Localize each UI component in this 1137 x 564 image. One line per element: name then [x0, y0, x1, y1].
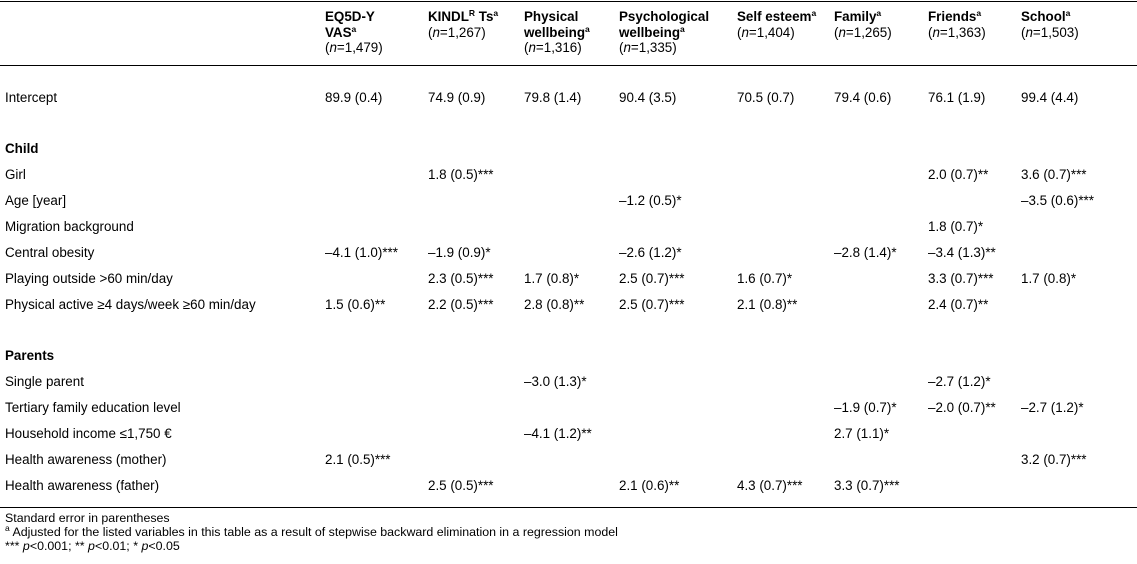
table-cell: 2.5 (0.5)***	[428, 478, 494, 493]
footnote-marker: a	[811, 8, 817, 18]
footnote-marker: a	[976, 8, 982, 18]
table-cell: 2.1 (0.6)**	[619, 478, 680, 493]
section-header-row	[0, 141, 1137, 157]
table-cell: 3.3 (0.7)***	[928, 271, 994, 286]
sample-size-value: =1,479	[336, 40, 379, 55]
footnote-text: <0.01; *	[94, 539, 142, 553]
table-cell: –2.6 (1.2)*	[619, 245, 682, 260]
footnote-marker: a	[585, 23, 590, 34]
table-cell: –3.5 (0.6)***	[1021, 193, 1094, 208]
sample-size-value: =1,363	[939, 24, 982, 40]
row-label: Health awareness (father)	[5, 478, 160, 493]
column-sample-size: (n=1,363)	[928, 24, 986, 40]
column-title	[737, 9, 816, 24]
table-cell: 76.1 (1.9)	[928, 90, 986, 105]
column-header	[428, 9, 498, 40]
column-title-line: School	[1021, 9, 1066, 24]
footnote-significance	[5, 540, 180, 553]
table-cell: –4.1 (1.0)***	[325, 245, 398, 260]
table-cell: 70.5 (0.7)	[737, 90, 795, 105]
table-header-rule	[0, 65, 1137, 66]
table-row	[0, 245, 1137, 261]
row-label: Central obesity	[5, 245, 95, 260]
column-title	[428, 9, 498, 24]
column-sample-size: (n=1,404)	[737, 24, 795, 40]
section-label: Child	[5, 141, 39, 156]
sample-size-symbol: n	[432, 24, 440, 40]
table-cell: 2.8 (0.8)**	[524, 297, 585, 312]
table-cell: 2.0 (0.7)**	[928, 167, 989, 182]
sample-size-symbol: n	[741, 24, 749, 40]
column-title	[1021, 9, 1070, 24]
column-title-line: wellbeing	[619, 24, 681, 40]
table-row	[0, 90, 1137, 106]
table-cell: 2.4 (0.7)**	[928, 297, 989, 312]
footnote-text: ***	[5, 539, 23, 553]
footnote-marker: a	[5, 523, 10, 533]
p-value-symbol: p	[141, 539, 149, 553]
table-cell: 3.3 (0.7)***	[834, 478, 900, 493]
footnote-adjusted	[5, 523, 618, 539]
footnote-standard-error: Standard error in parentheses	[5, 511, 170, 525]
table-cell: 74.9 (0.9)	[428, 90, 486, 105]
footnote-marker: a	[351, 23, 357, 34]
column-header	[325, 9, 383, 56]
table-cell: 2.2 (0.5)***	[428, 297, 494, 312]
column-title	[524, 9, 590, 40]
footnote-text: <0.001; **	[29, 539, 89, 553]
sample-size-value: =1,503	[1032, 24, 1075, 40]
table-cell: 2.3 (0.5)***	[428, 271, 494, 286]
table-cell: 90.4 (3.5)	[619, 90, 677, 105]
column-header	[737, 9, 816, 40]
column-title	[619, 9, 709, 40]
table-cell: 1.8 (0.7)*	[928, 219, 984, 234]
table-cell: –1.2 (0.5)*	[619, 193, 682, 208]
table-cell: –1.9 (0.7)*	[834, 400, 897, 415]
table-top-rule	[0, 1, 1137, 2]
table-row	[0, 452, 1137, 468]
table-cell: –4.1 (1.2)**	[524, 426, 592, 441]
column-header	[928, 9, 986, 40]
table-row	[0, 478, 1137, 494]
section-header-row	[0, 348, 1137, 364]
column-title	[325, 9, 375, 40]
footnote-marker: a	[680, 23, 685, 34]
sample-size-symbol: n	[528, 40, 536, 55]
footnote-marker: a	[493, 8, 499, 18]
row-label: Single parent	[5, 374, 84, 389]
table-cell: –2.0 (0.7)**	[928, 400, 996, 415]
row-label: Playing outside >60 min/day	[5, 271, 173, 286]
column-sample-size: (n=1,316)	[524, 40, 582, 55]
table-cell: –3.0 (1.3)*	[524, 374, 587, 389]
sample-size-symbol: n	[1025, 24, 1033, 40]
column-title-line: EQ5D-Y	[325, 9, 375, 24]
table-row	[0, 426, 1137, 442]
table-cell: 89.9 (0.4)	[325, 90, 383, 105]
sample-size-value: =1,316	[535, 40, 578, 55]
row-label: Intercept	[5, 90, 58, 105]
column-title-line: VAS	[325, 24, 352, 40]
column-title-superscript: R	[468, 8, 476, 18]
table-row	[0, 374, 1137, 390]
table-cell: 99.4 (4.4)	[1021, 90, 1079, 105]
column-header	[834, 9, 892, 40]
column-title-tail: Ts	[475, 9, 494, 24]
row-label: Girl	[5, 167, 26, 182]
table-bottom-rule	[0, 507, 1137, 508]
row-label: Household income ≤1,750 €	[5, 426, 172, 441]
table-cell: 4.3 (0.7)***	[737, 478, 803, 493]
sample-size-symbol: n	[932, 24, 940, 40]
sample-size-symbol: n	[329, 40, 337, 55]
table-cell: 1.7 (0.8)*	[524, 271, 580, 286]
sample-size-value: =1,267	[439, 24, 482, 40]
column-sample-size: (n=1,479)	[325, 40, 383, 55]
row-label: Health awareness (mother)	[5, 452, 167, 467]
column-header	[1021, 9, 1079, 40]
footnote-text: <0.05	[148, 539, 180, 553]
footnote-adjusted-text: Adjusted for the listed variables in this table as a result of stepwise backward elimination in a regression model	[9, 525, 618, 539]
column-title	[834, 9, 881, 24]
p-value-symbol: p	[22, 539, 30, 553]
table-row	[0, 167, 1137, 183]
sample-size-value: =1,404	[748, 24, 791, 40]
table-row	[0, 193, 1137, 209]
table-row	[0, 297, 1137, 313]
column-title-line: wellbeing	[524, 24, 586, 40]
row-label: Age [year]	[5, 193, 67, 208]
table-cell: –2.7 (1.2)*	[1021, 400, 1084, 415]
table-row	[0, 400, 1137, 416]
column-header	[619, 9, 709, 56]
table-cell: 2.7 (1.1)*	[834, 426, 890, 441]
table-cell: 3.2 (0.7)***	[1021, 452, 1087, 467]
row-label: Migration background	[5, 219, 134, 234]
section-label: Parents	[5, 348, 55, 363]
column-title-line: Family	[834, 9, 877, 24]
sample-size-value: =1,335	[630, 40, 673, 55]
footnote-marker: a	[1065, 8, 1071, 18]
table-cell: 1.7 (0.8)*	[1021, 271, 1077, 286]
column-sample-size: (n=1,503)	[1021, 24, 1079, 40]
sample-size-symbol: n	[838, 24, 846, 40]
table-cell: 2.1 (0.8)**	[737, 297, 798, 312]
table-cell: 1.6 (0.7)*	[737, 271, 793, 286]
table-cell: –2.7 (1.2)*	[928, 374, 991, 389]
column-title-line: KINDL	[428, 9, 469, 24]
table-cell: –1.9 (0.9)*	[428, 245, 491, 260]
column-sample-size: (n=1,265)	[834, 24, 892, 40]
column-title-line: Friends	[928, 9, 977, 24]
column-sample-size: (n=1,267)	[428, 24, 486, 40]
table-cell: 2.1 (0.5)***	[325, 452, 391, 467]
table-cell: –3.4 (1.3)**	[928, 245, 996, 260]
table-cell: 2.5 (0.7)***	[619, 271, 685, 286]
footnote-marker: a	[876, 8, 882, 18]
table-row	[0, 271, 1137, 287]
table-cell: 1.5 (0.6)**	[325, 297, 386, 312]
column-sample-size: (n=1,335)	[619, 40, 677, 55]
table-cell: –2.8 (1.4)*	[834, 245, 897, 260]
table-cell: 3.6 (0.7)***	[1021, 167, 1087, 182]
row-label: Tertiary family education level	[5, 400, 181, 415]
p-value-symbol: p	[88, 539, 95, 553]
sample-size-value: =1,265	[845, 24, 888, 40]
table-cell: 1.8 (0.5)***	[428, 167, 494, 182]
column-header	[524, 9, 590, 56]
table-cell: 2.5 (0.7)***	[619, 297, 685, 312]
sample-size-symbol: n	[623, 40, 631, 55]
table-cell: 79.8 (1.4)	[524, 90, 582, 105]
column-title-line: Self esteem	[737, 9, 812, 24]
row-label: Physical active ≥4 days/week ≥60 min/day	[5, 297, 256, 312]
column-title-line: Psychological	[619, 9, 710, 24]
column-title-line: Physical	[524, 9, 579, 24]
table-row	[0, 219, 1137, 235]
table-cell: 79.4 (0.6)	[834, 90, 892, 105]
column-title	[928, 9, 981, 24]
